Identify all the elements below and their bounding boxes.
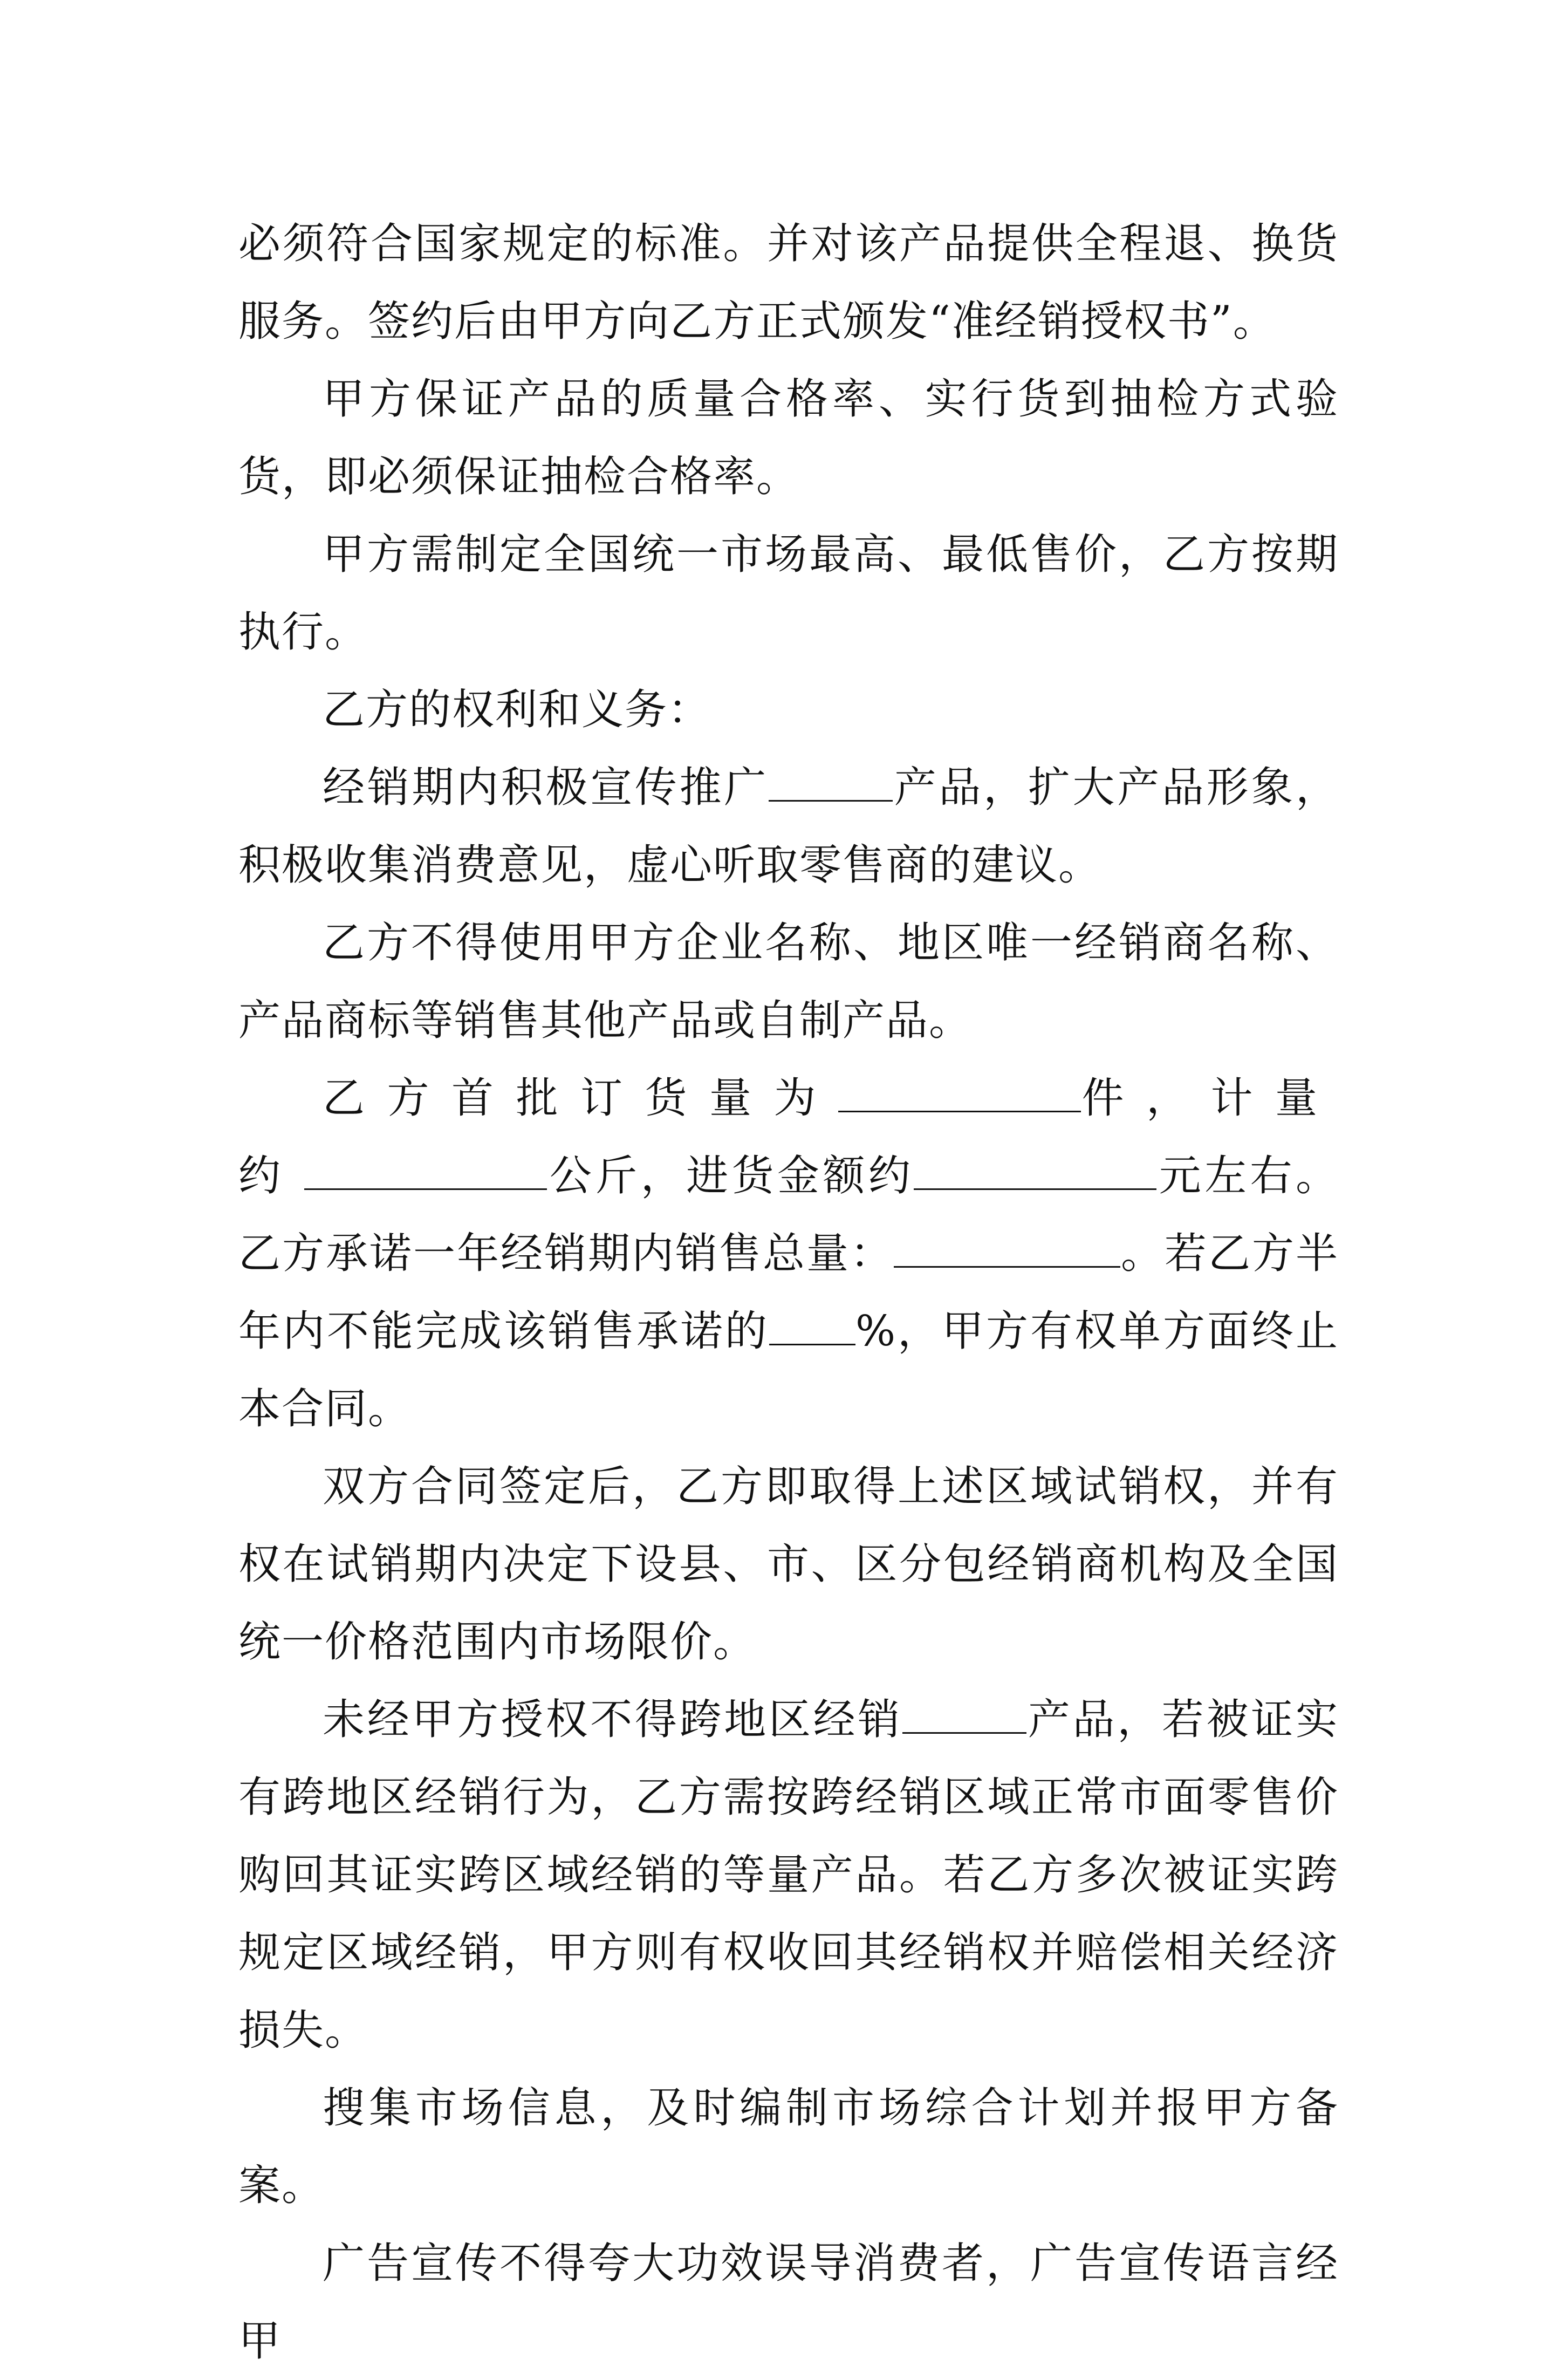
document-page [238, 205, 1339, 2380]
text-run: 乙方首批订货量为 [323, 1074, 838, 1123]
text-run: 。若乙方半年内不能完成该销售承诺的 [238, 1229, 1339, 1356]
blank-percentage [769, 1306, 855, 1345]
paragraph-quality: 甲方保证产品的质量合格率、实行货到抽检方式验货，即必须保证抽检合格率。 [238, 375, 1339, 501]
paragraph-trial-rights: 双方合同签定后，乙方即取得上述区域试销权，并有权在试销期内决定下设县、市、区分包经销商机构及全国统一价格范围内市场限价。 [238, 1462, 1339, 1666]
text-run: 元左右。乙方承诺一年经销期内销售总量： [238, 1152, 1339, 1278]
paragraph-1: 必须符合国家规定的标准。并对该产品提供全程退、换货服务。签约后由甲方向乙方正式颁发“准经销授权书”。 [238, 220, 1339, 346]
text-run: 公斤，进货金额约 [547, 1152, 914, 1200]
blank-product-name [769, 762, 893, 802]
paragraph-promotion [238, 749, 1339, 904]
paragraph-cross-region [238, 1681, 1339, 2069]
blank-order-quantity [838, 1073, 1081, 1112]
paragraph-pricing: 甲方需制定全国统一市场最高、最低售价，乙方按期执行。 [238, 530, 1339, 656]
text-run: 产品，扩大产品形象，积极收集消费意见，虚心听取零售商的建议。 [238, 763, 1339, 890]
text-run: 件，计量约 [238, 1074, 1339, 1200]
text-run: %，甲方有权单方面终止本合同。 [238, 1307, 1339, 1433]
paragraph-market-info: 搜集市场信息，及时编制市场综合计划并报甲方备案。 [238, 2084, 1339, 2210]
paragraph-advertising: 广告宣传不得夸大功效误导消费者，广告宣传语言经甲 [238, 2239, 1339, 2365]
section-heading-rights: 乙方的权利和义务： [323, 686, 711, 734]
text-run: 经销期内积极宣传推广 [323, 763, 769, 812]
text-run: 产品，若被证实有跨地区经销行为，乙方需按跨经销区域正常市面零售价购回其证实跨区域经销的等量产品。若乙方多次被证实跨规定区域经销，甲方则有权收回其经销权并赔偿相关经济损失。 [238, 1695, 1339, 2055]
text-run: 未经甲方授权不得跨地区经销 [323, 1695, 903, 1744]
blank-weight [304, 1151, 547, 1190]
paragraph-order-quantity [238, 1059, 1339, 1448]
blank-product-name-2 [902, 1694, 1026, 1734]
blank-amount [914, 1151, 1156, 1190]
paragraph-brand-restriction: 乙方不得使用甲方企业名称、地区唯一经销商名称、产品商标等销售其他产品或自制产品。 [238, 919, 1339, 1045]
blank-sales-total [894, 1228, 1120, 1268]
